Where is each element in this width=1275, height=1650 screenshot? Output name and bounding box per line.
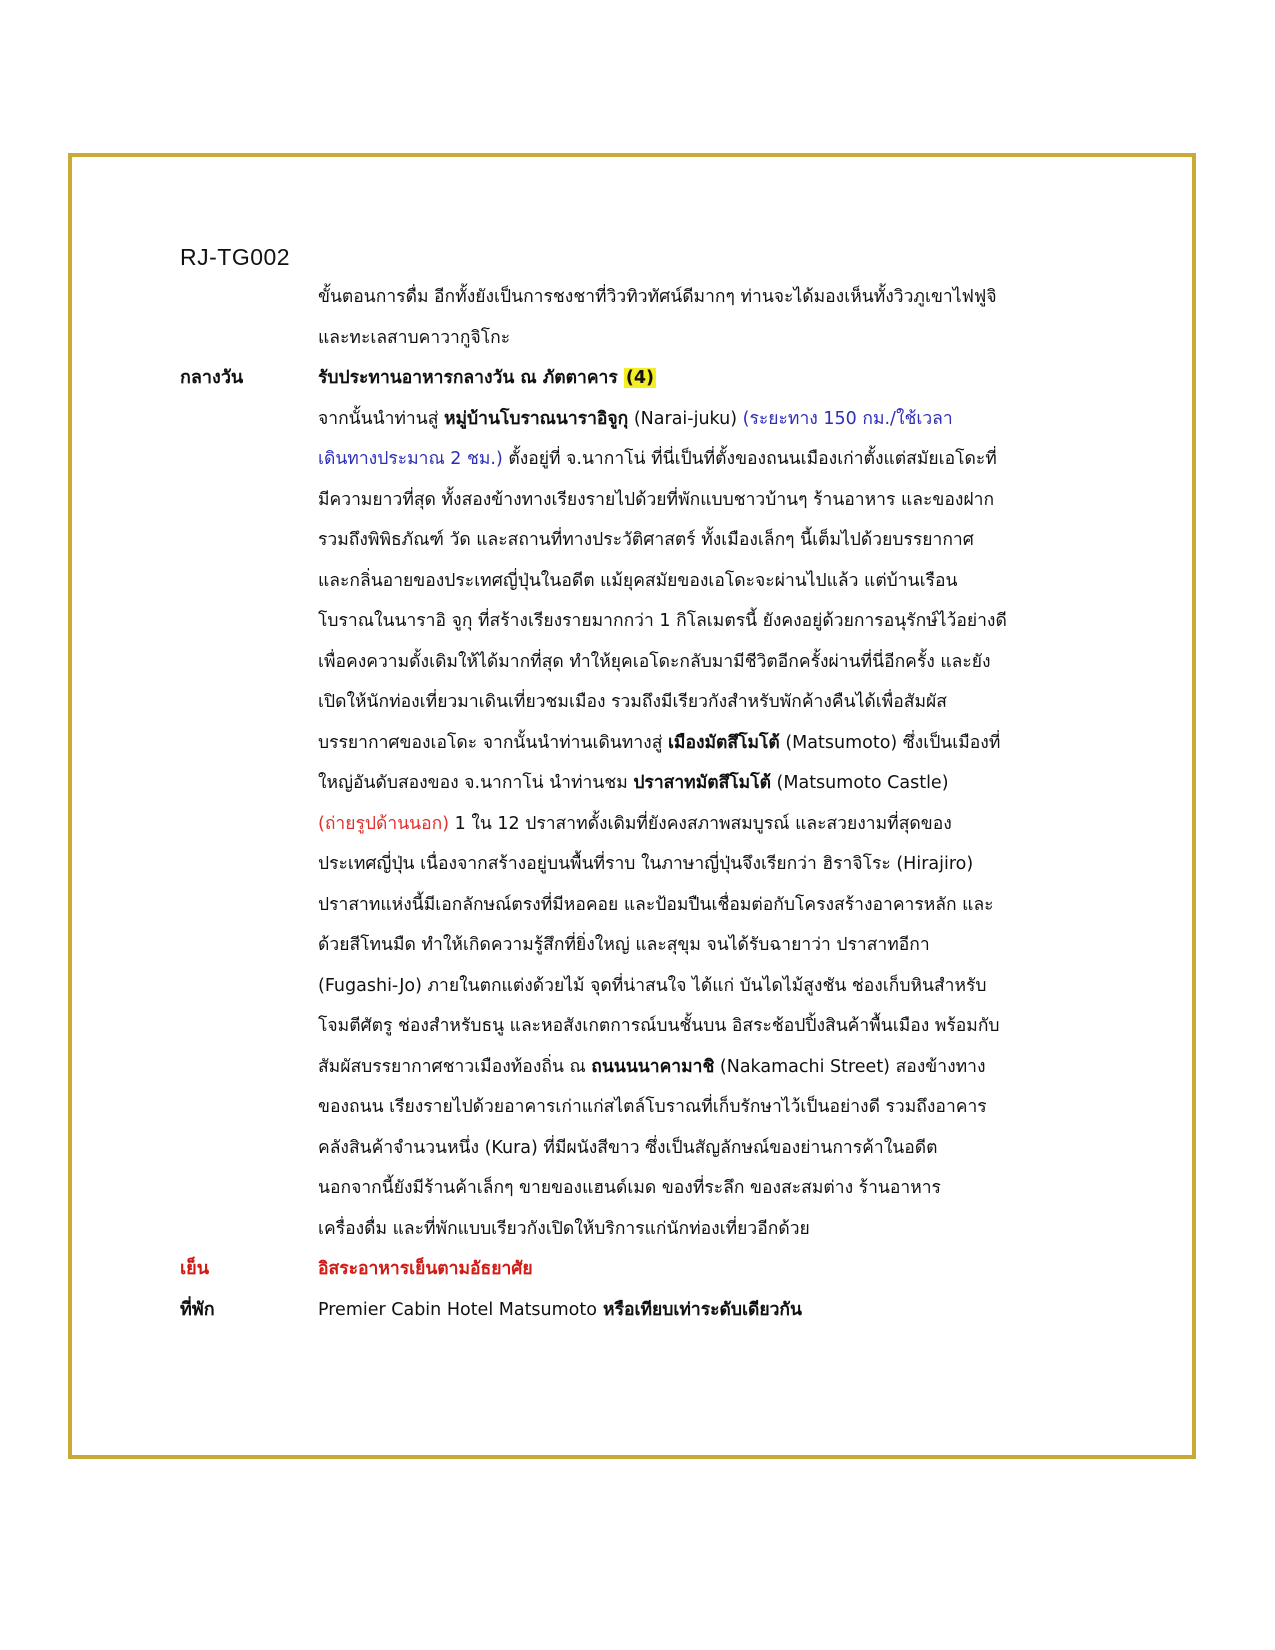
lunch-row: [180, 358, 1090, 399]
paragraph-line: เปิดให้นักท่องเที่ยวมาเดินเที่ยวชมเมือง รวมถึงมีเรียวกังสำหรับพักค้างคืนได้เพื่อสัมผัส: [318, 692, 947, 712]
place-narai-juku: หมู่บ้านโบราณนาราอิจูกุ: [443, 408, 629, 429]
meal-number-badge: (4): [625, 368, 655, 388]
paragraph-line: คลังสินค้าจำนวนหนึ่ง (Kura) ที่มีผนังสีขาว ซึ่งเป็นสัญลักษณ์ของย่านการค้าในอดีต: [318, 1137, 938, 1158]
place-matsumoto: เมืองมัตสึโมโต้: [667, 732, 780, 753]
place-nakamachi-street: ถนนนนาคามาชิ: [591, 1056, 715, 1077]
paragraph-line: ด้วยสีโทนมืด ทำให้เกิดความรู้สึกที่ยิ่งใหญ่ และสุขุม จนได้รับฉายาว่า ปราสาทอีกา: [318, 935, 930, 955]
intro-line: ขั้นตอนการดื่ม อีกทั้งยังเป็นการชงชาที่วิวทิวทัศน์ดีมากๆ ท่านจะได้มองเห็นทั้งวิวภูเขาไฟฟูจิ: [318, 287, 997, 307]
hotel-suffix: หรือเทียบเท่าระดับเดียวกัน: [596, 1299, 802, 1320]
itinerary-content: [180, 277, 1090, 1330]
paragraph-line: โบราณในนาราอิ จูกุ ที่สร้างเรียงรายมากกว่า 1 กิโลเมตรนี้ ยังคงอยู่ด้วยการอนุรักษ์ไว้อย่างดี: [318, 611, 1007, 631]
lunch-heading-text: รับประทานอาหารกลางวัน ณ ภัตตาคาร: [318, 368, 618, 388]
dinner-text: อิสระอาหารเย็นตามอัธยาศัย: [318, 1259, 533, 1279]
text-span: (Nakamachi Street) สองข้างทาง: [714, 1056, 986, 1077]
lunch-label: กลางวัน: [180, 367, 244, 388]
dinner-row: [180, 1249, 1090, 1290]
paragraph-line: เครื่องดื่ม และที่พักแบบเรียวกังเปิดให้บริการแก่นักท่องเที่ยวอีกด้วย: [318, 1218, 810, 1239]
paragraph-line: มีความยาวที่สุด ทั้งสองข้างทางเรียงรายไปด้วยที่พักแบบชาวบ้านๆ ร้านอาหาร และของฝาก: [318, 489, 995, 510]
text-span: บรรยากาศของเอโดะ จากนั้นนำท่านเดินทางสู่: [318, 732, 668, 753]
document-code: RJ-TG002: [180, 244, 291, 270]
paragraph-line: รวมถึงพิพิธภัณฑ์ วัด และสถานที่ทางประวัติศาสตร์ ทั้งเมืองเล็กๆ นี้เต็มไปด้วยบรรยากาศ: [318, 530, 974, 550]
paragraph-line: ของถนน เรียงรายไปด้วยอาคารเก่าแก่สไตล์โบราณที่เก็บรักษาไว้เป็นอย่างดี รวมถึงอาคาร: [318, 1097, 987, 1117]
hotel-text: [318, 1290, 1090, 1331]
text-span: ตั้งอยู่ที่ จ.นากาโน่ ที่นี่เป็นที่ตั้งของถนนเมืองเก่าตั้งแต่สมัยเอโดะที่: [502, 449, 997, 469]
paragraph-line: เพื่อคงความดั้งเดิมให้ได้มากที่สุด ทำให้ยุคเอโดะกลับมามีชีวิตอีกครั้งผ่านที่นี่อีกครั้ง และยัง: [318, 651, 991, 672]
paragraph-line: (Fugashi-Jo) ภายในตกแต่งด้วยไม้ จุดที่น่าสนใจ ได้แก่ บันไดไม้สูงชัน ช่องเก็บหินสำหรับ: [318, 975, 987, 996]
text-span: จากนั้นนำท่านสู่: [318, 408, 444, 429]
paragraph-line: ปราสาทแห่งนี้มีเอกลักษณ์ตรงที่มีหอคอย และป้อมปืนเชื่อมต่อกับโครงสร้างอาคารหลัก และ: [318, 894, 994, 915]
distance-note: เดินทางประมาณ 2 ชม.): [318, 449, 503, 469]
paragraph-line: [318, 439, 1090, 480]
paragraph-line: นอกจากนี้ยังมีร้านค้าเล็กๆ ขายของแฮนด์เมด ของที่ระลึก ของสะสมต่าง ร้านอาหาร: [318, 1178, 941, 1198]
hotel-name: Premier Cabin Hotel Matsumoto: [318, 1299, 597, 1320]
paragraph-line: และกลิ่นอายของประเทศญี่ปุ่นในอดีต แม้ยุคสมัยของเอโดะจะผ่านไปแล้ว แต่บ้านเรือน: [318, 570, 958, 591]
text-span: 1 ใน 12 ปราสาทดั้งเดิมที่ยังคงสภาพสมบูรณ์ และสวยงามที่สุดของ: [449, 813, 952, 834]
paragraph-line: ประเทศญี่ปุ่น เนื่องจากสร้างอยู่บนพื้นที่ราบ ในภาษาญี่ปุ่นจึงเรียกว่า ฮิราจิโระ (Hirajiro): [318, 854, 974, 874]
paragraph-line: [318, 723, 1090, 764]
paragraph-line: [318, 1047, 1090, 1088]
distance-note: (ระยะทาง 150 กม./ใช้เวลา: [742, 408, 953, 429]
text-span: (Narai-juku): [628, 408, 743, 429]
photo-outside-note: (ถ่ายรูปด้านนอก): [318, 813, 450, 834]
hotel-label: ที่พัก: [180, 1298, 215, 1320]
place-matsumoto-castle: ปราสาทมัตสึโมโต้: [633, 773, 771, 793]
text-span: สัมผัสบรรยากาศชาวเมืองท้องถิ่น ณ: [318, 1056, 592, 1077]
paragraph-line: [318, 804, 1090, 845]
paragraph-line: [318, 399, 1090, 440]
text-span: (Matsumoto Castle): [770, 773, 949, 793]
hotel-row: [180, 1290, 1090, 1331]
paragraph-line: โจมตีศัตรู ช่องสำหรับธนู และหอสังเกตการณ์บนชั้นบน อิสระช้อปปิ้งสินค้าพื้นเมือง พร้อมกับ: [318, 1016, 1000, 1036]
text-span: (Matsumoto) ซึ่งเป็นเมืองที่: [779, 732, 1001, 753]
text-span: ใหญ่อันดับสองของ จ.นากาโน่ นำท่านชม: [318, 773, 634, 793]
intro-line: และทะเลสาบคาวากูจิโกะ: [318, 327, 511, 348]
dinner-label: เย็น: [180, 1258, 210, 1279]
lunch-heading: [318, 358, 1090, 399]
paragraph-line: [318, 763, 1090, 804]
